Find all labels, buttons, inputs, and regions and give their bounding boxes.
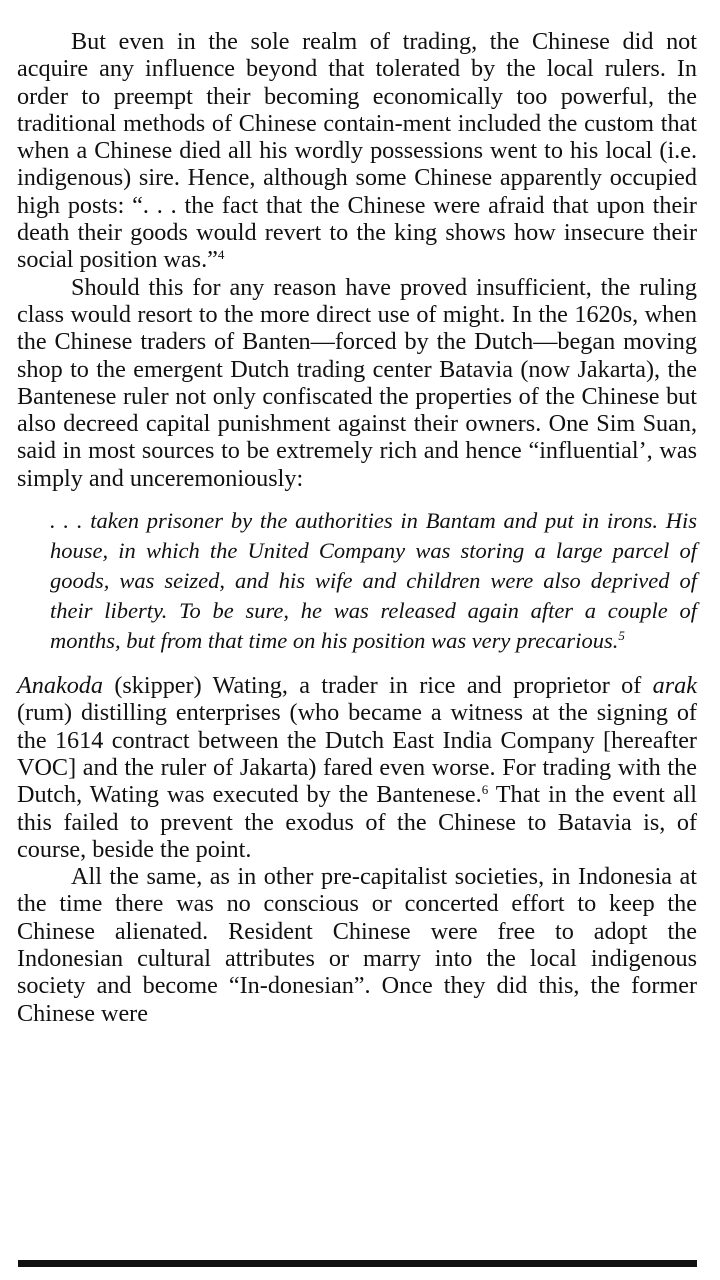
paragraph-3-text-a: (skipper) Wating, a trader in rice and proprietor of [102,672,653,700]
footnote-ref-4: 4 [217,247,225,263]
paragraph-2 [17,274,697,492]
footnote-ref-5: 5 [618,628,625,644]
bottom-rule [18,1260,697,1267]
term-anakoda: Anakoda [17,672,103,700]
paragraph-3-text-b: (rum) distilling enterprises (who became a witness at the signing of the 1614 contract between the Dutch East India Company [hereafter VOC] and the ruler of Jakarta) fared even worse. For trading with the Dutch, Wating was executed by the Bantenese. [17,699,697,809]
paragraph-2-text: Should this for any reason have proved insufficient, the ruling class would resort to the more direct use of might. In the 1620s, when the Chinese traders of Banten—forced by the Dutch—began moving shop to the emergent Dutch trading center Batavia (now Jakarta), the Bantenese ruler not only confiscated the properties of the Chinese but also decreed capital punishment against their owners. One Sim Suan, said in most sources to be extremely rich and hence “influential’, was simply and unceremoniously: [17,273,697,492]
paragraph-3-text-c: That in the event all this failed to prevent the exodus of the Chinese to Batavia is, of course, beside the point. [17,781,697,863]
paragraph-4-text: All the same, as in other pre-capitalist societies, in Indonesia at the time there was no conscious or concerted effort to keep the Chinese alienated. Resident Chinese were free to adopt the Indonesian cultural attributes or marry into the local indigenous society and become “In-donesian”. Once they did this, the former Chinese were [17,863,697,1027]
paragraph-1 [17,28,697,274]
document-page [17,28,697,1027]
paragraph-3 [17,672,697,863]
footnote-ref-6: 6 [481,782,489,798]
paragraph-1-text: But even in the sole realm of trading, the Chinese did not acquire any influence beyond that tolerated by the local rulers. In order to preempt their becoming economically too powerful, the traditional methods of Chinese contain-ment included the custom that when a Chinese died all his wordly possessions went to his local (i.e. indigenous) sire. Hence, although some Chinese apparently occupied high posts: “. . . the fact that the Chinese were afraid that upon their death their goods would revert to the king shows how insecure their social position was.” [17,28,697,274]
block-quote [50,506,697,656]
term-arak: arak [652,672,697,700]
paragraph-4 [17,863,697,1027]
block-quote-text: . . . taken prisoner by the authorities in Bantam and put in irons. His house, in which the United Company was storing a large parcel of goods, was seized, and his wife and children were also deprived of their liberty. To be sure, he was released again after a couple of months, but from that time on his position was very precarious. [50,508,697,654]
